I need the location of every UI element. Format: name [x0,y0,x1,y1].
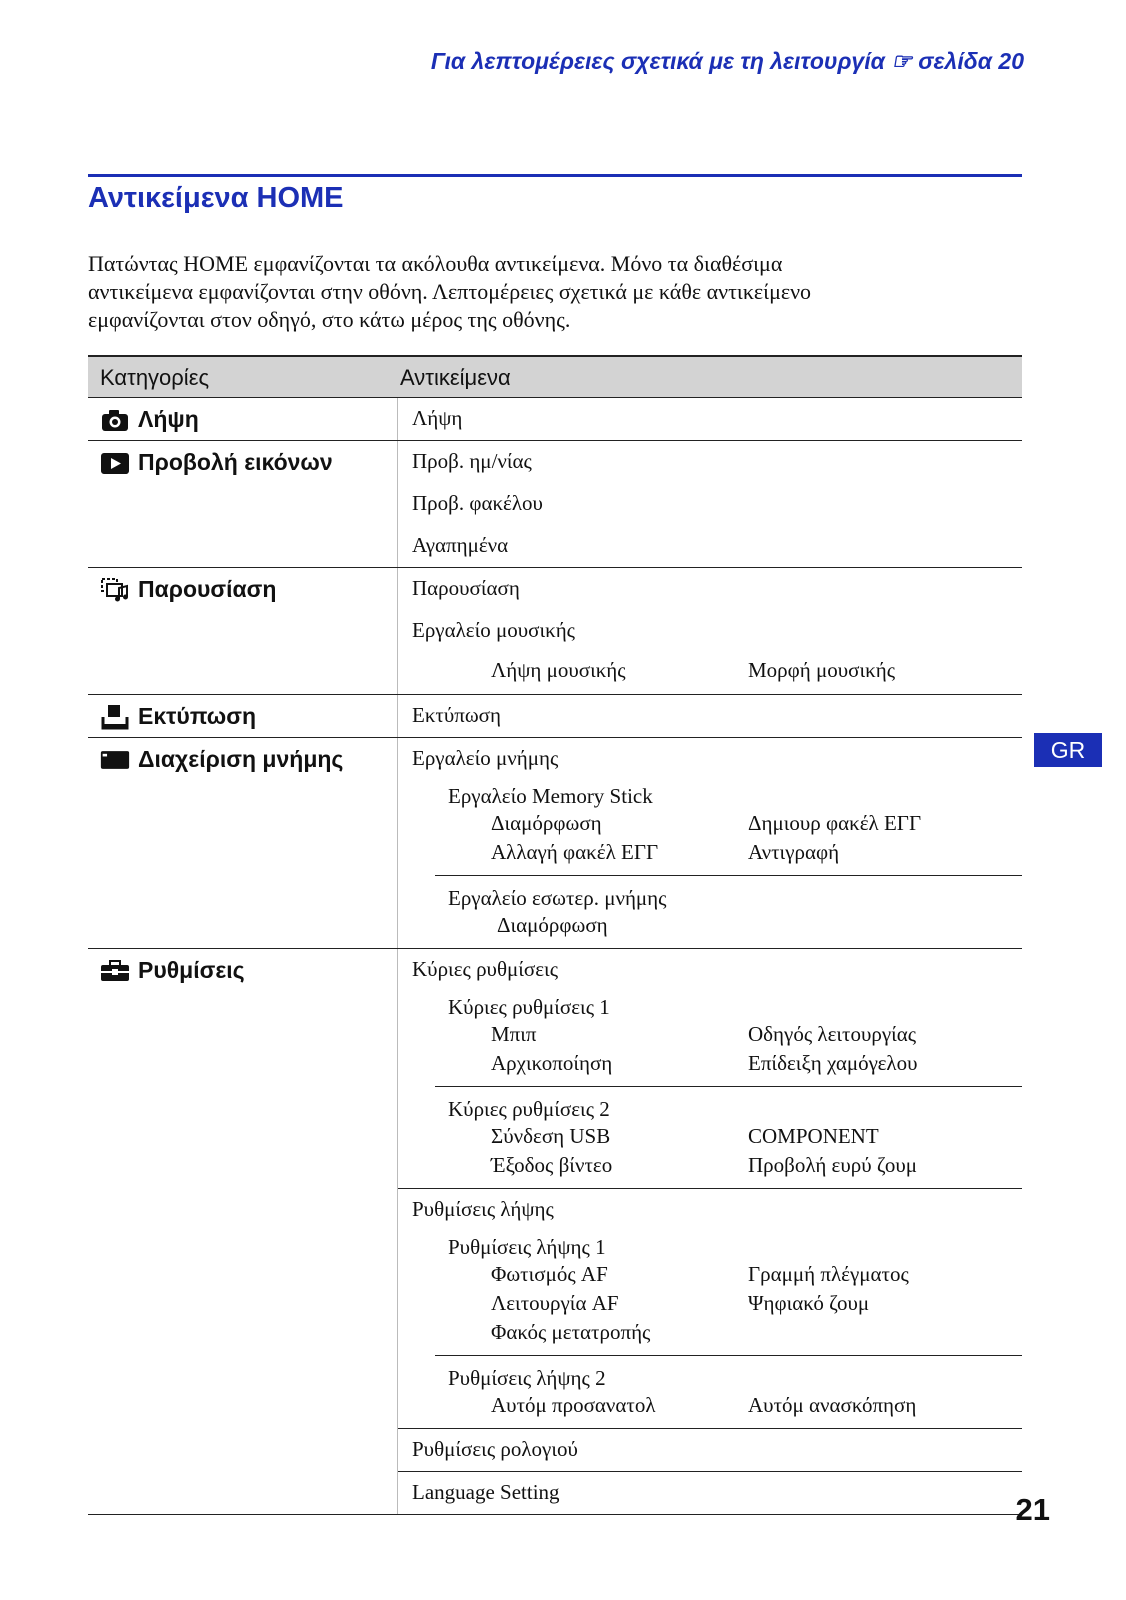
header-categories: Κατηγορίες [100,365,210,390]
language-tab: GR [1034,733,1102,767]
group-label: Ρυθμίσεις λήψης 2 [448,1366,606,1390]
category-label: Παρουσίαση [138,576,277,602]
intro-paragraph [88,250,1008,334]
subitem-af-mode: Λειτουργία AF [491,1291,619,1315]
category-row-print [88,695,1022,738]
intro-line: εμφανίζονται στον οδηγό, στο κάτω μέρος της οθόνης. [88,307,571,332]
item-print: Εκτύπωση [412,703,501,727]
subitem-component: COMPONENT [748,1124,879,1148]
category-label: Εκτύπωση [138,703,256,729]
category-label: Διαχείριση μνήμης [138,746,344,772]
category-settings [100,957,245,984]
item-shooting-settings: Ρυθμίσεις λήψης [412,1197,554,1221]
item-folder-view: Προβ. φακέλου [412,491,543,515]
subitem-digital-zoom: Ψηφιακό ζουμ [748,1291,870,1315]
subitem-smile-demo: Επίδειξη χαμόγελου [748,1051,918,1075]
section-title: Αντικείμενα HOME [88,182,344,214]
category-row-slideshow [88,568,1022,695]
subitem-af-illuminator: Φωτισμός AF [491,1262,608,1286]
camera-icon [100,407,130,433]
subitem-music-download: Λήψη μουσικής [491,658,626,682]
home-items-table [88,355,1022,1515]
toolbox-icon [100,958,130,984]
slideshow-music-icon [100,577,130,603]
play-icon [100,450,130,476]
subitem-beep: Μπιπ [491,1022,537,1046]
subitem-auto-review: Αυτόμ ανασκόπηση [748,1393,917,1417]
category-label: Ρυθμίσεις [138,957,245,983]
item-shooting: Λήψη [412,406,463,430]
cross-reference-header: Για λεπτομέρειες σχετικά με τη λειτουργία ☞ σελίδα 20 [430,48,1024,74]
item-slideshow: Παρουσίαση [412,576,520,600]
item-language-setting: Language Setting [412,1480,560,1504]
shooting-settings-2-group [398,1356,1022,1429]
item-date-view: Προβ. ημ/νίας [412,449,532,473]
subitem-format-music: Μορφή μουσικής [748,658,896,682]
shooting-settings-1-group [435,1225,1022,1356]
category-print [100,703,256,730]
group-label: Κύριες ρυθμίσεις 2 [448,1097,610,1121]
main-settings-2-group [398,1087,1022,1189]
print-icon [100,704,130,730]
item-music-tool: Εργαλείο μουσικής [412,618,575,642]
subitem-format: Διαμόρφωση [491,811,602,835]
subitem-initialize: Αρχικοποίηση [491,1051,613,1075]
subitem-usb-connect: Σύνδεση USB [491,1124,611,1148]
group-label: Κύριες ρυθμίσεις 1 [448,995,610,1019]
group-label: Ρυθμίσεις λήψης 1 [448,1235,606,1259]
category-row-memory [88,738,1022,949]
internal-memory-tool-group [435,876,1022,948]
subitem-create-rec-folder: Δημιουρ φακέλ ΕΓΓ [748,811,922,835]
group-label: Εργαλείο Memory Stick [448,784,653,808]
subitem-function-guide: Οδηγός λειτουργίας [748,1022,917,1046]
category-memory [100,746,343,773]
category-viewing [100,449,333,476]
subitem-copy: Αντιγραφή [748,840,840,864]
item-main-settings: Κύριες ρυθμίσεις [412,957,559,981]
main-settings-1-group [435,985,1022,1087]
category-row-shooting [88,398,1022,441]
category-slideshow [100,576,276,603]
group-label: Εργαλείο εσωτερ. μνήμης [448,886,667,910]
table-header [88,355,1022,398]
category-label: Προβολή εικόνων [138,449,333,475]
category-row-settings [88,949,1022,1515]
item-clock-settings: Ρυθμίσεις ρολογιού [412,1437,578,1461]
subitem-video-out: Έξοδος βίντεο [491,1153,613,1177]
header-items: Αντικείμενα [400,365,511,390]
category-row-viewing [88,441,1022,568]
subitem-format: Διαμόρφωση [497,913,608,937]
subitem-change-rec-folder: Αλλαγή φακέλ ΕΓΓ [491,840,659,864]
subitem-wide-zoom-display: Προβολή ευρύ ζουμ [748,1153,917,1177]
page-number: 21 [1015,1492,1050,1527]
intro-line: αντικείμενα εμφανίζονται στην οθόνη. Λεπτομέρειες σχετικά με κάθε αντικείμενο [88,279,812,304]
item-favorites: Αγαπημένα [412,533,509,557]
item-memory-tool: Εργαλείο μνήμης [412,746,559,770]
subitem-grid-line: Γραμμή πλέγματος [748,1262,909,1286]
category-shooting [100,406,199,433]
intro-line: Πατώντας HOME εμφανίζονται τα ακόλουθα αντικείμενα. Μόνο τα διαθέσιμα [88,251,783,276]
music-tool-subitems [398,652,1022,694]
subitem-conversion-lens: Φακός μετατροπής [491,1320,651,1344]
memory-stick-tool-group [435,774,1022,876]
memory-card-icon [100,747,130,773]
subitem-auto-orientation: Αυτόμ προσανατολ [491,1393,656,1417]
category-label: Λήψη [138,406,199,432]
title-rule [88,174,1022,177]
